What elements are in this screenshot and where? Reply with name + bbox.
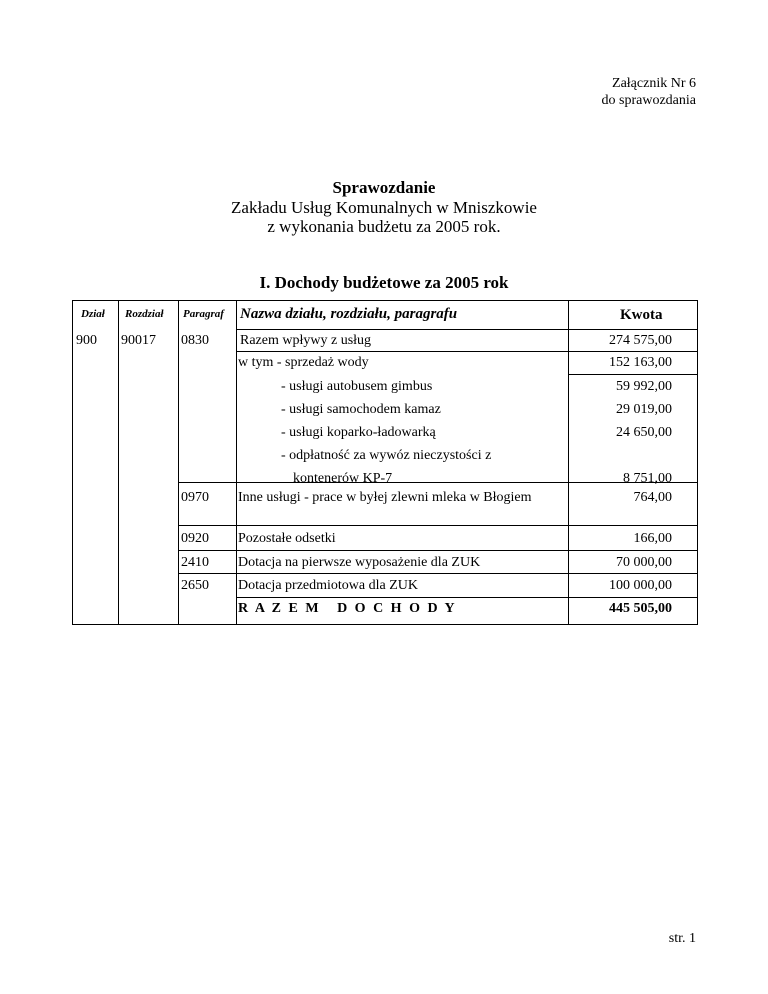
header-rozdzial: Rozdział	[125, 308, 164, 320]
row-label: w tym - sprzedaż wody	[238, 355, 369, 370]
row-amount: 70 000,00	[616, 555, 672, 570]
section-title: I. Dochody budżetowe za 2005 rok	[259, 273, 509, 292]
row-amount: 152 163,00	[609, 355, 672, 370]
income-table	[72, 300, 698, 625]
row-label: kontenerów KP-7	[293, 471, 393, 486]
paragraf-value: 0970	[181, 490, 209, 505]
header-nazwa: Nazwa działu, rozdziału, paragrafu	[240, 306, 458, 322]
column-divider	[236, 301, 237, 624]
row-label: - usługi autobusem gimbus	[281, 379, 433, 394]
header-dzial: Dział	[81, 308, 105, 320]
row-label: Dotacja przedmiotowa dla ZUK	[238, 578, 418, 593]
row-label: - odpłatność za wywóz nieczystości z	[281, 448, 492, 463]
paragraf-value: 0920	[181, 531, 209, 546]
row-divider	[236, 351, 697, 352]
title-line-2: Zakładu Usług Komunalnych w Mniszkowie	[231, 198, 537, 217]
title-main: Sprawozdanie	[332, 178, 436, 197]
row-amount: 29 019,00	[616, 402, 672, 417]
column-divider	[568, 301, 569, 624]
row-divider	[178, 550, 697, 551]
document-title	[0, 177, 768, 236]
paragraf-value: 2410	[181, 555, 209, 570]
column-divider	[118, 301, 119, 624]
row-amount: 100 000,00	[609, 578, 672, 593]
row-divider	[178, 525, 697, 526]
row-amount: 24 650,00	[616, 425, 672, 440]
total-label: R A Z E M D O C H O D Y	[238, 601, 457, 616]
row-label: - usługi koparko-ładowarką	[281, 425, 436, 440]
header-paragraf: Paragraf	[183, 308, 224, 320]
row-amount: 274 575,00	[609, 333, 672, 348]
paragraf-value: 2650	[181, 578, 209, 593]
annex-note	[602, 75, 696, 109]
row-amount: 764,00	[633, 490, 672, 505]
row-amount: 59 992,00	[616, 379, 672, 394]
title-line-3: z wykonania budżetu za 2005 rok.	[267, 217, 501, 236]
row-divider	[236, 597, 697, 598]
rozdzial-value: 90017	[121, 333, 156, 348]
row-label: Inne usługi - prace w byłej zlewni mleka w Błogiem	[238, 490, 532, 505]
row-label: Razem wpływy z usług	[240, 333, 372, 348]
page-number: str. 1	[668, 931, 696, 946]
row-divider	[178, 573, 697, 574]
total-amount: 445 505,00	[609, 601, 672, 616]
row-amount: 166,00	[633, 531, 672, 546]
paragraf-value: 0830	[181, 333, 209, 348]
annex-line-2: do sprawozdania	[601, 93, 696, 108]
row-amount: 8 751,00	[623, 471, 672, 486]
dzial-value: 900	[76, 333, 97, 348]
header-kwota: Kwota	[620, 307, 663, 323]
row-divider	[236, 329, 697, 330]
annex-line-1: Załącznik Nr 6	[612, 76, 696, 91]
row-label: - usługi samochodem kamaz	[281, 402, 441, 417]
column-divider	[178, 301, 179, 624]
row-label: Pozostałe odsetki	[238, 531, 336, 546]
row-label: Dotacja na pierwsze wyposażenie dla ZUK	[238, 555, 481, 570]
row-divider	[568, 374, 697, 375]
